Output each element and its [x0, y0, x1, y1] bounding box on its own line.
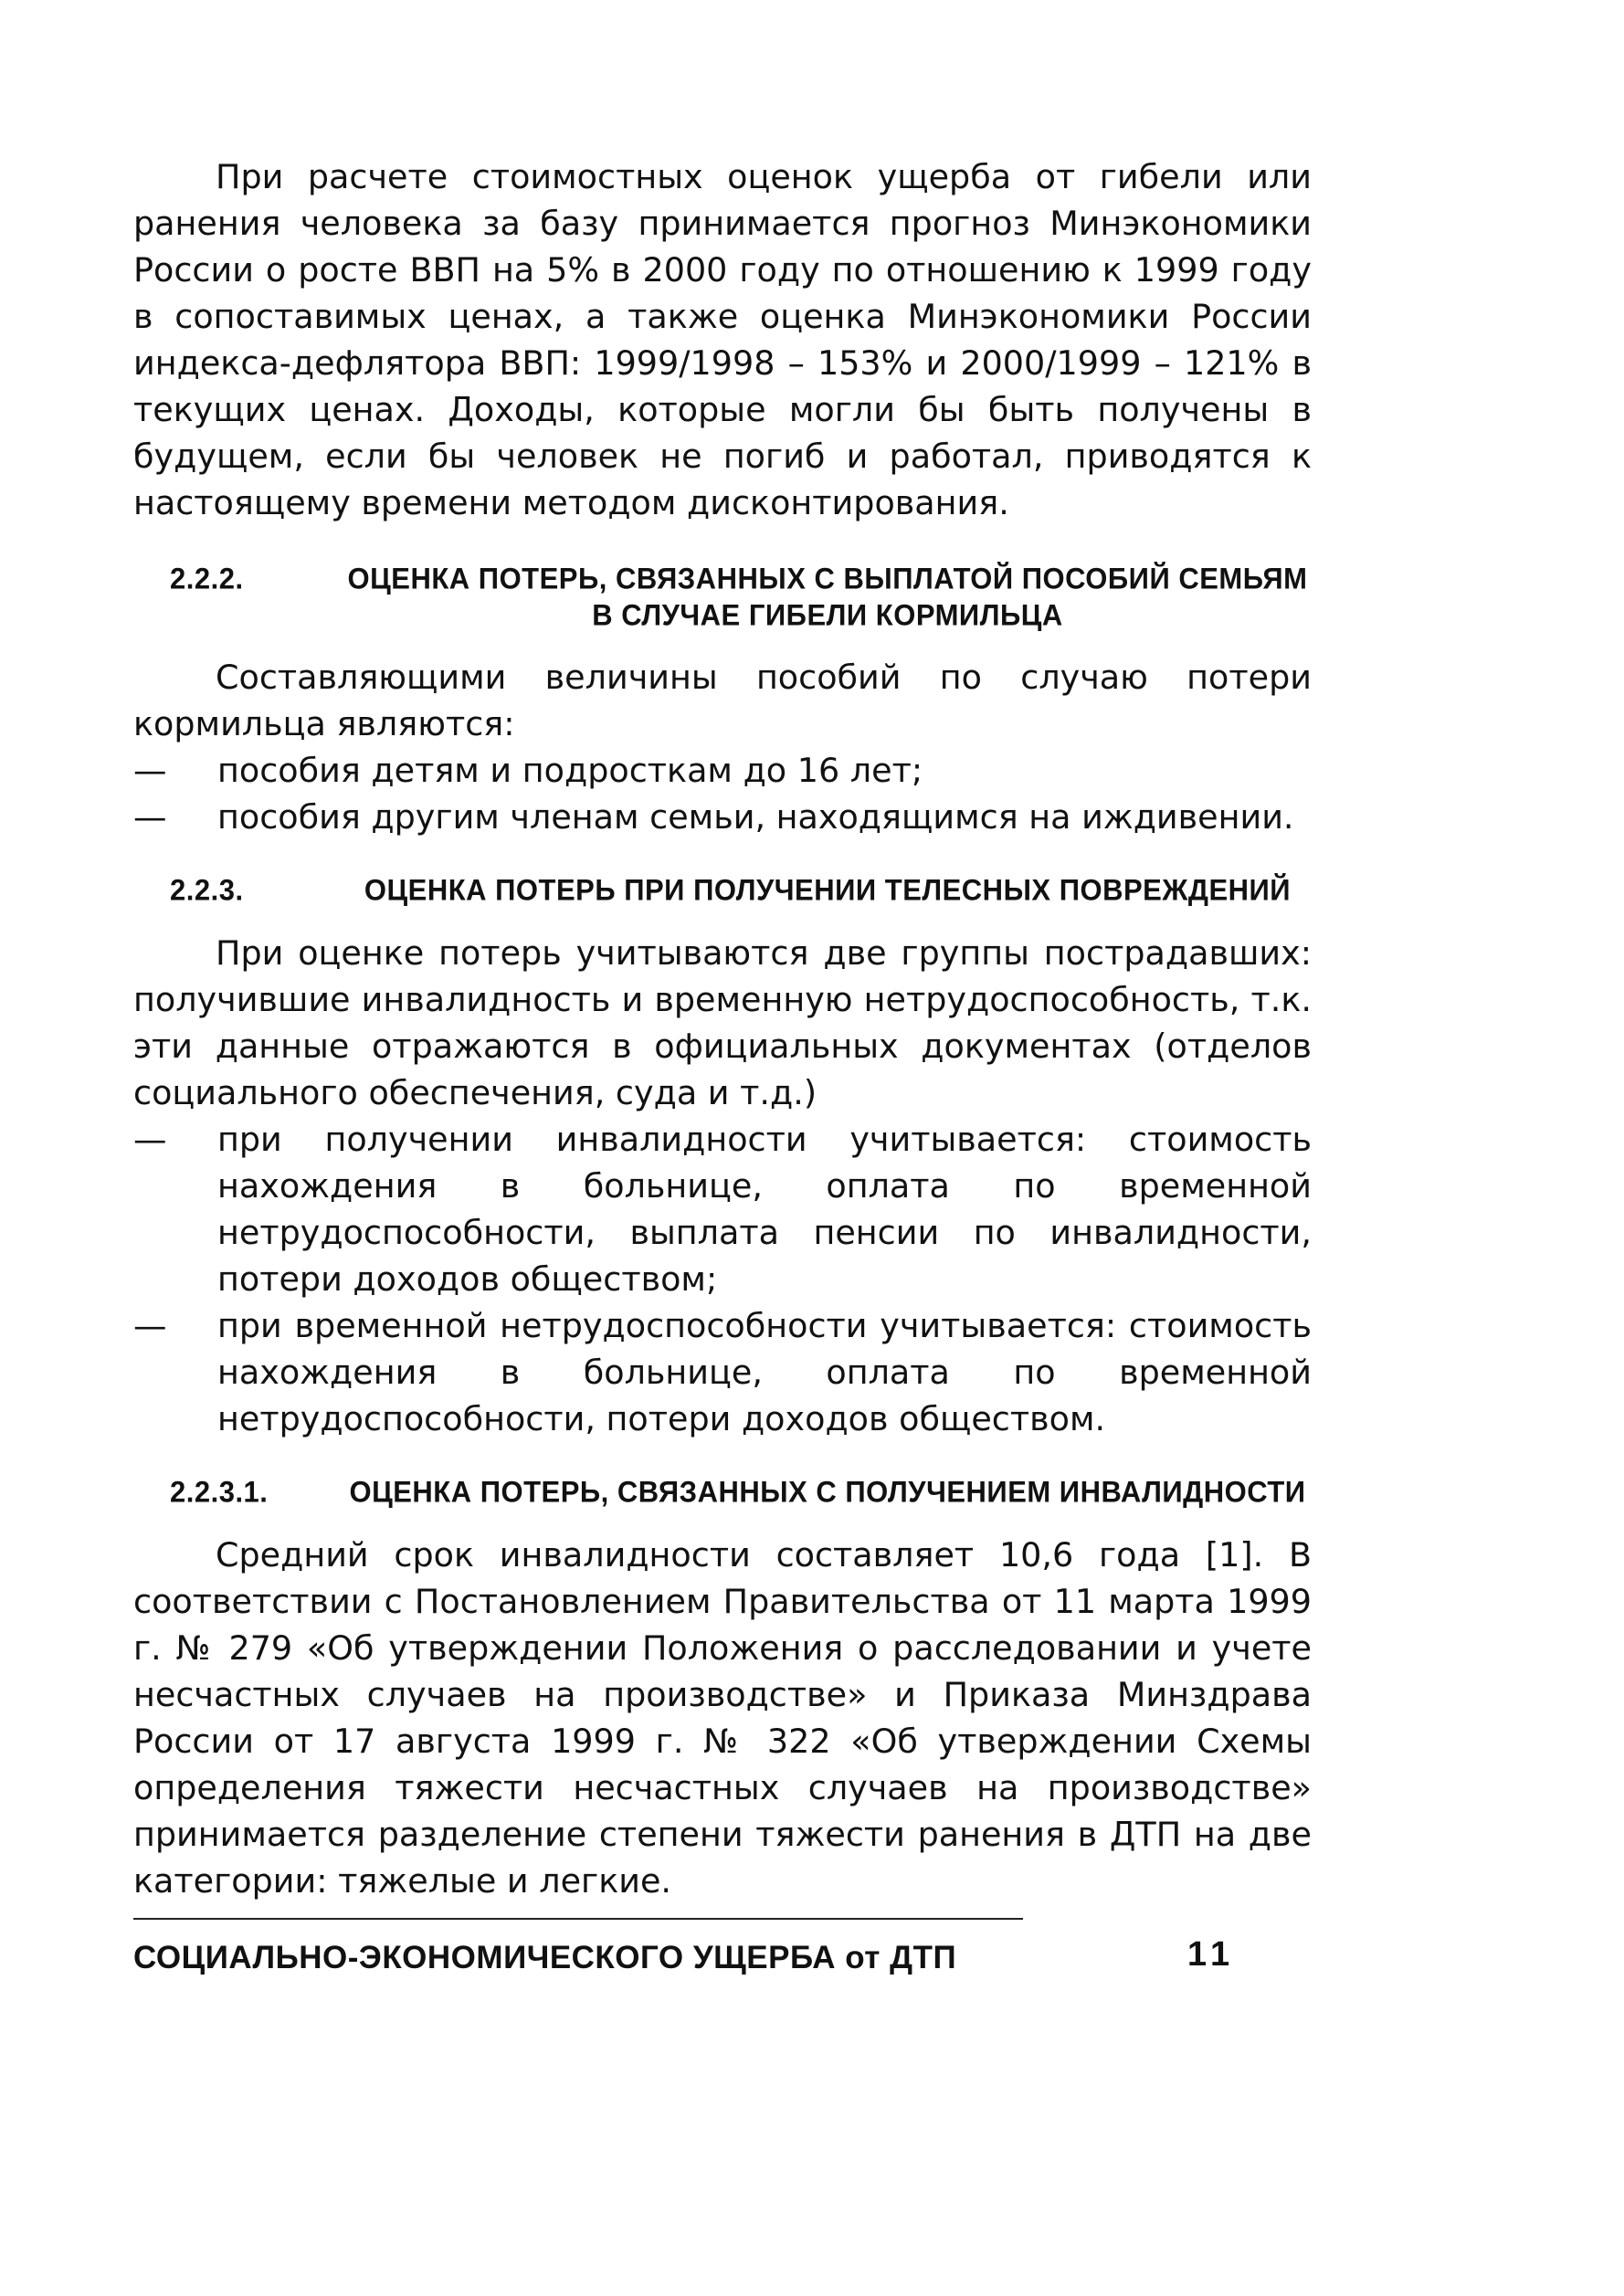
- section-number: 2.2.2.: [170, 562, 244, 595]
- dash-bullet: —: [133, 751, 167, 790]
- list-item: — пособия другим членам семьи, находящимся на иждивении.: [133, 794, 1312, 840]
- list-item: — пособия детям и подросткам до 16 лет;: [133, 747, 1312, 794]
- list-item: — при временной нетрудоспособности учитывается: стоимость нахождения в больнице, оплата по временной нетрудоспособности, потери доходов обществом.: [133, 1302, 1312, 1442]
- page-number: 11: [1187, 1935, 1236, 1974]
- benefits-list: [133, 747, 1312, 840]
- running-footer-title: СОЦИАЛЬНО-ЭКОНОМИЧЕСКОГО УЩЕРБА от ДТП: [133, 1940, 957, 1975]
- paragraph-benefits-intro: Составляющими величины пособий по случаю потери кормильца являются:: [133, 658, 1312, 743]
- section-title: ОЦЕНКА ПОТЕРЬ, СВЯЗАННЫХ С ПОЛУЧЕНИЕМ ИНВАЛИДНОСТИ: [349, 1475, 1306, 1509]
- dash-bullet: —: [133, 1120, 167, 1159]
- section-heading-2-2-2: [133, 561, 1312, 634]
- section-title: [343, 561, 1312, 634]
- section-title-line-1: ОЦЕНКА ПОТЕРЬ, СВЯЗАННЫХ С ВЫПЛАТОЙ ПОСОБИЙ СЕМЬЯМ: [347, 562, 1308, 595]
- paragraph-injuries-intro: При оценке потерь учитываются две группы пострадавших: получившие инвалидность и временную нетрудоспособность, т.к. эти данные отражаются в официальных документах (отделов социального обеспечения, суда и т.д.): [133, 933, 1312, 1112]
- section-title: ОЦЕНКА ПОТЕРЬ ПРИ ПОЛУЧЕНИИ ТЕЛЕСНЫХ ПОВРЕЖДЕНИЙ: [364, 873, 1292, 907]
- paragraph-disability-term: Средний срок инвалидности составляет 10,6 года [1]. В соответствии с Постановлением Правительства от 11 марта 1999 г. № 279 «Об утверждении Положения о расследовании и учете несчастных случаев на производстве» и Приказа Минздрава России от 17 августа 1999 г. № 322 «Об утверждении Схемы определения тяжести несчастных случаев на производстве» принимается разделение степени тяжести ранения в ДТП на две категории: тяжелые и легкие.: [133, 1535, 1312, 1901]
- section-number: 2.2.3.1.: [170, 1475, 269, 1509]
- section-number: 2.2.3.: [170, 873, 244, 907]
- dash-bullet: —: [133, 797, 167, 837]
- footer-rule: [133, 1918, 1023, 1920]
- list-item: — при получении инвалидности учитывается: стоимость нахождения в больнице, оплата по временной нетрудоспособности, выплата пенсии по инвалидности, потери доходов обществом;: [133, 1116, 1312, 1302]
- section-title-line-2: В СЛУЧАЕ ГИБЕЛИ КОРМИЛЬЦА: [592, 598, 1063, 632]
- section-heading-2-2-3: [133, 872, 1312, 909]
- section-heading-2-2-3-1: [133, 1474, 1312, 1511]
- injuries-list: [133, 1116, 1312, 1442]
- page-body: [133, 153, 1312, 1904]
- paragraph-gdp-forecast: При расчете стоимостных оценок ущерба от гибели или ранения человека за базу принимается прогноз Минэкономики России о росте ВВП на 5% в 2000 году по отношению к 1999 году в сопоставимых ценах, а также оценка Минэкономики России индекса-дефлятора ВВП: 1999/1998 – 153% и 2000/1999 – 121% в текущих ценах. Доходы, которые могли бы быть получены в будущем, если бы человек не погиб и работал, приводятся к настоящему времени методом дисконтирования.: [133, 157, 1312, 522]
- dash-bullet: —: [133, 1306, 167, 1345]
